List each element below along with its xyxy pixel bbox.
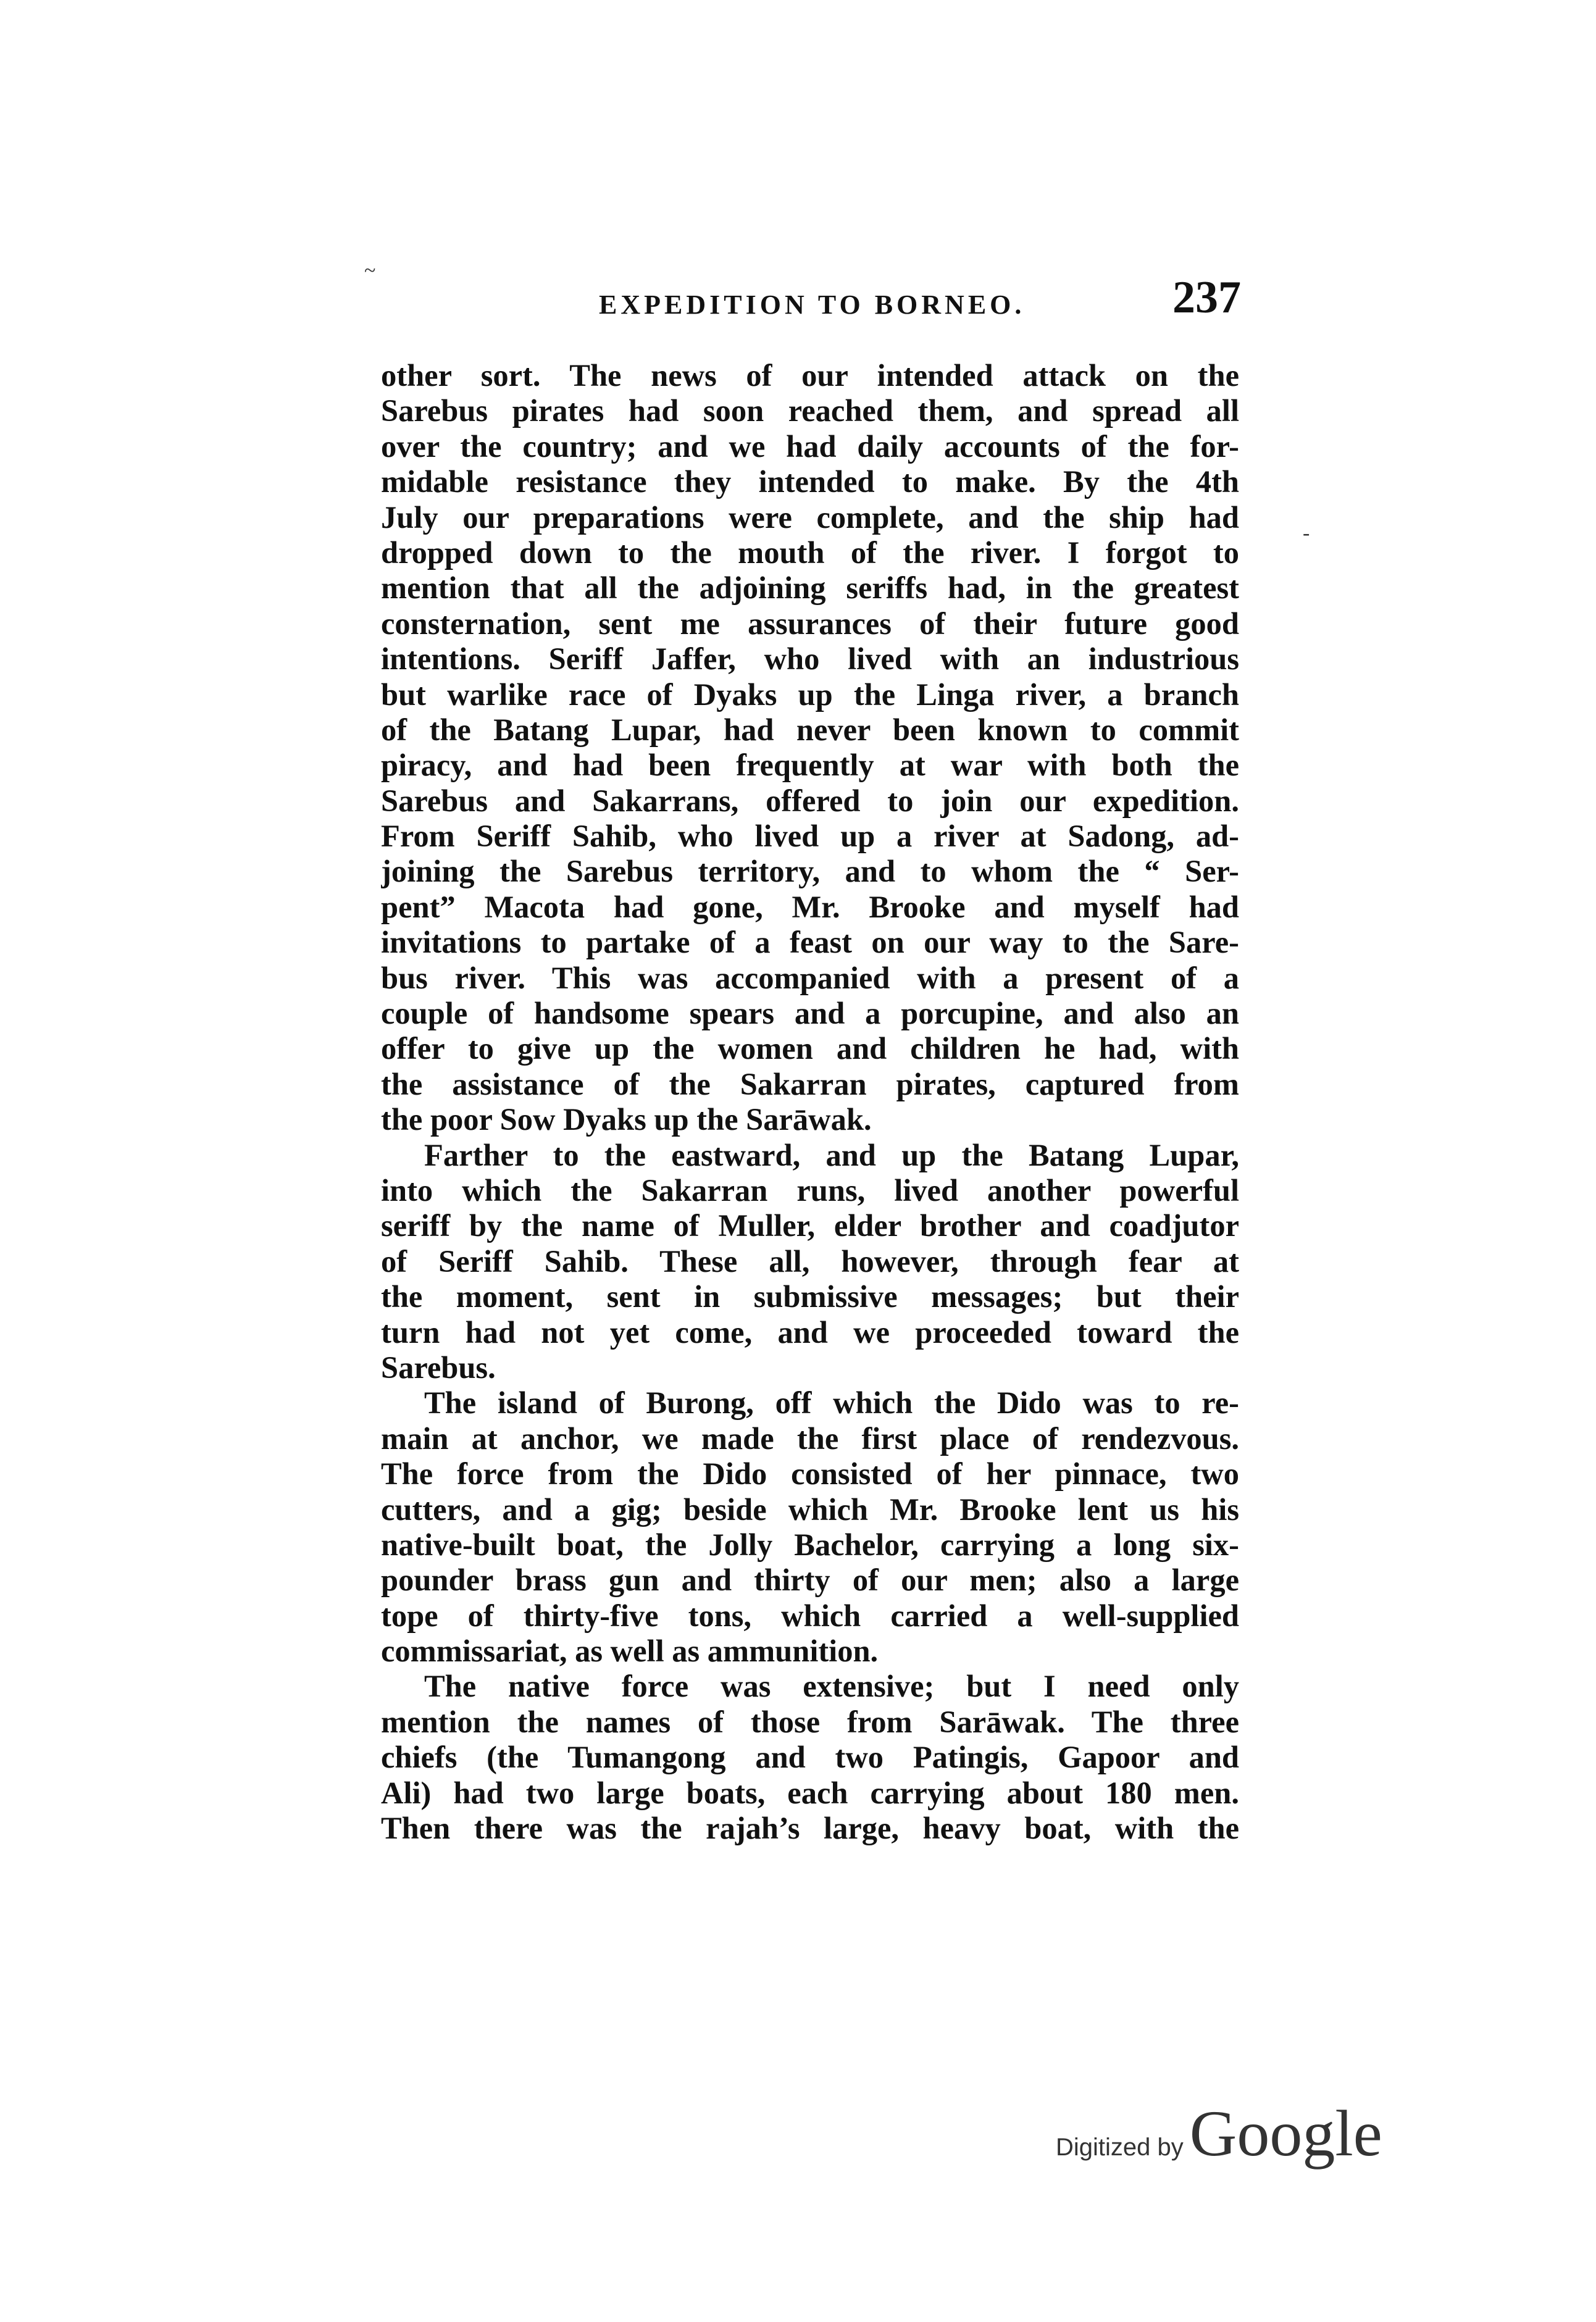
text-line: of Seriff Sahib. These all, however, through fear at [381, 1243, 1239, 1279]
text-line: turn had not yet come, and we proceeded toward the [381, 1314, 1239, 1350]
text-line: intentions. Seriff Jaffer, who lived with an industrious [381, 641, 1239, 677]
text-line: Sarebus pirates had soon reached them, and spread all [381, 393, 1239, 428]
running-head: EXPEDITION TO BORNEO. [599, 290, 1026, 320]
text-line: From Seriff Sahib, who lived up a river at Sadong, ad- [381, 819, 1239, 854]
text-line: into which the Sakarran runs, lived another powerful [381, 1172, 1239, 1208]
text-line: main at anchor, we made the first place of rendezvous. [381, 1421, 1239, 1456]
text-line: offer to give up the women and children he had, with [381, 1031, 1239, 1066]
page-number: 237 [1172, 272, 1241, 323]
text-line: The force from the Dido consisted of her pinnace, two [381, 1456, 1239, 1492]
text-line: July our preparations were complete, and the ship had [381, 499, 1239, 535]
text-line: pounder brass gun and thirty of our men; also a large [381, 1563, 1239, 1598]
text-line: pent” Macota had gone, Mr. Brooke and myself had [381, 889, 1239, 924]
text-line: over the country; and we had daily accounts of the for- [381, 428, 1239, 464]
digitized-label: Digitized by [1056, 2134, 1184, 2161]
text-line: native-built boat, the Jolly Bachelor, carrying a long six- [381, 1527, 1239, 1562]
text-line: joining the Sarebus territory, and to whom the “ Ser- [381, 854, 1239, 889]
text-line: mention the names of those from Sarāwak. The three [381, 1704, 1239, 1739]
text-line: Ali) had two large boats, each carrying about 180 men. [381, 1775, 1239, 1810]
margin-mark: - [1303, 522, 1310, 545]
text-line: bus river. This was accompanied with a present of a [381, 960, 1239, 995]
text-line: midable resistance they intended to make. By the 4th [381, 464, 1239, 499]
text-line: tope of thirty-five tons, which carried a well-supplied [381, 1598, 1239, 1633]
digitized-by-google-watermark [1056, 2096, 1382, 2171]
text-line: the assistance of the Sakarran pirates, captured from [381, 1066, 1239, 1101]
text-line: Sarebus. [381, 1350, 496, 1385]
google-logo-text: Google [1189, 2097, 1382, 2170]
text-line: consternation, sent me assurances of their future good [381, 606, 1239, 641]
text-line: other sort. The news of our intended attack on the [381, 358, 1239, 393]
text-line: The native force was extensive; but I need only [424, 1669, 1239, 1704]
text-line: mention that all the adjoining seriffs had, in the greatest [381, 570, 1239, 606]
text-line: The island of Burong, off which the Dido was to re- [424, 1385, 1239, 1421]
text-line: commissariat, as well as ammunition. [381, 1634, 879, 1669]
text-line: seriff by the name of Muller, elder brother and coadjutor [381, 1208, 1239, 1243]
text-line: Then there was the rajah’s large, heavy boat, with the [381, 1811, 1239, 1846]
text-line: Farther to the eastward, and up the Batang Lupar, [424, 1137, 1239, 1172]
body-text [381, 358, 1239, 1846]
text-line: invitations to partake of a feast on our way to the Sare- [381, 925, 1239, 960]
text-line: of the Batang Lupar, had never been known to commit [381, 712, 1239, 747]
text-line: chiefs (the Tumangong and two Patingis, Gapoor and [381, 1740, 1239, 1775]
text-line: the moment, sent in submissive messages; but their [381, 1279, 1239, 1314]
text-line: couple of handsome spears and a porcupine, and also an [381, 996, 1239, 1031]
text-line: Sarebus and Sakarrans, offered to join our expedition. [381, 783, 1239, 818]
text-line: dropped down to the mouth of the river. I forgot to [381, 535, 1239, 570]
margin-mark: ~ [364, 259, 376, 282]
text-line: piracy, and had been frequently at war with both the [381, 748, 1239, 783]
text-line: cutters, and a gig; beside which Mr. Brooke lent us his [381, 1492, 1239, 1527]
text-line: but warlike race of Dyaks up the Linga river, a branch [381, 677, 1239, 712]
page-header [380, 272, 1241, 327]
text-line: the poor Sow Dyaks up the Sarāwak. [381, 1102, 872, 1137]
